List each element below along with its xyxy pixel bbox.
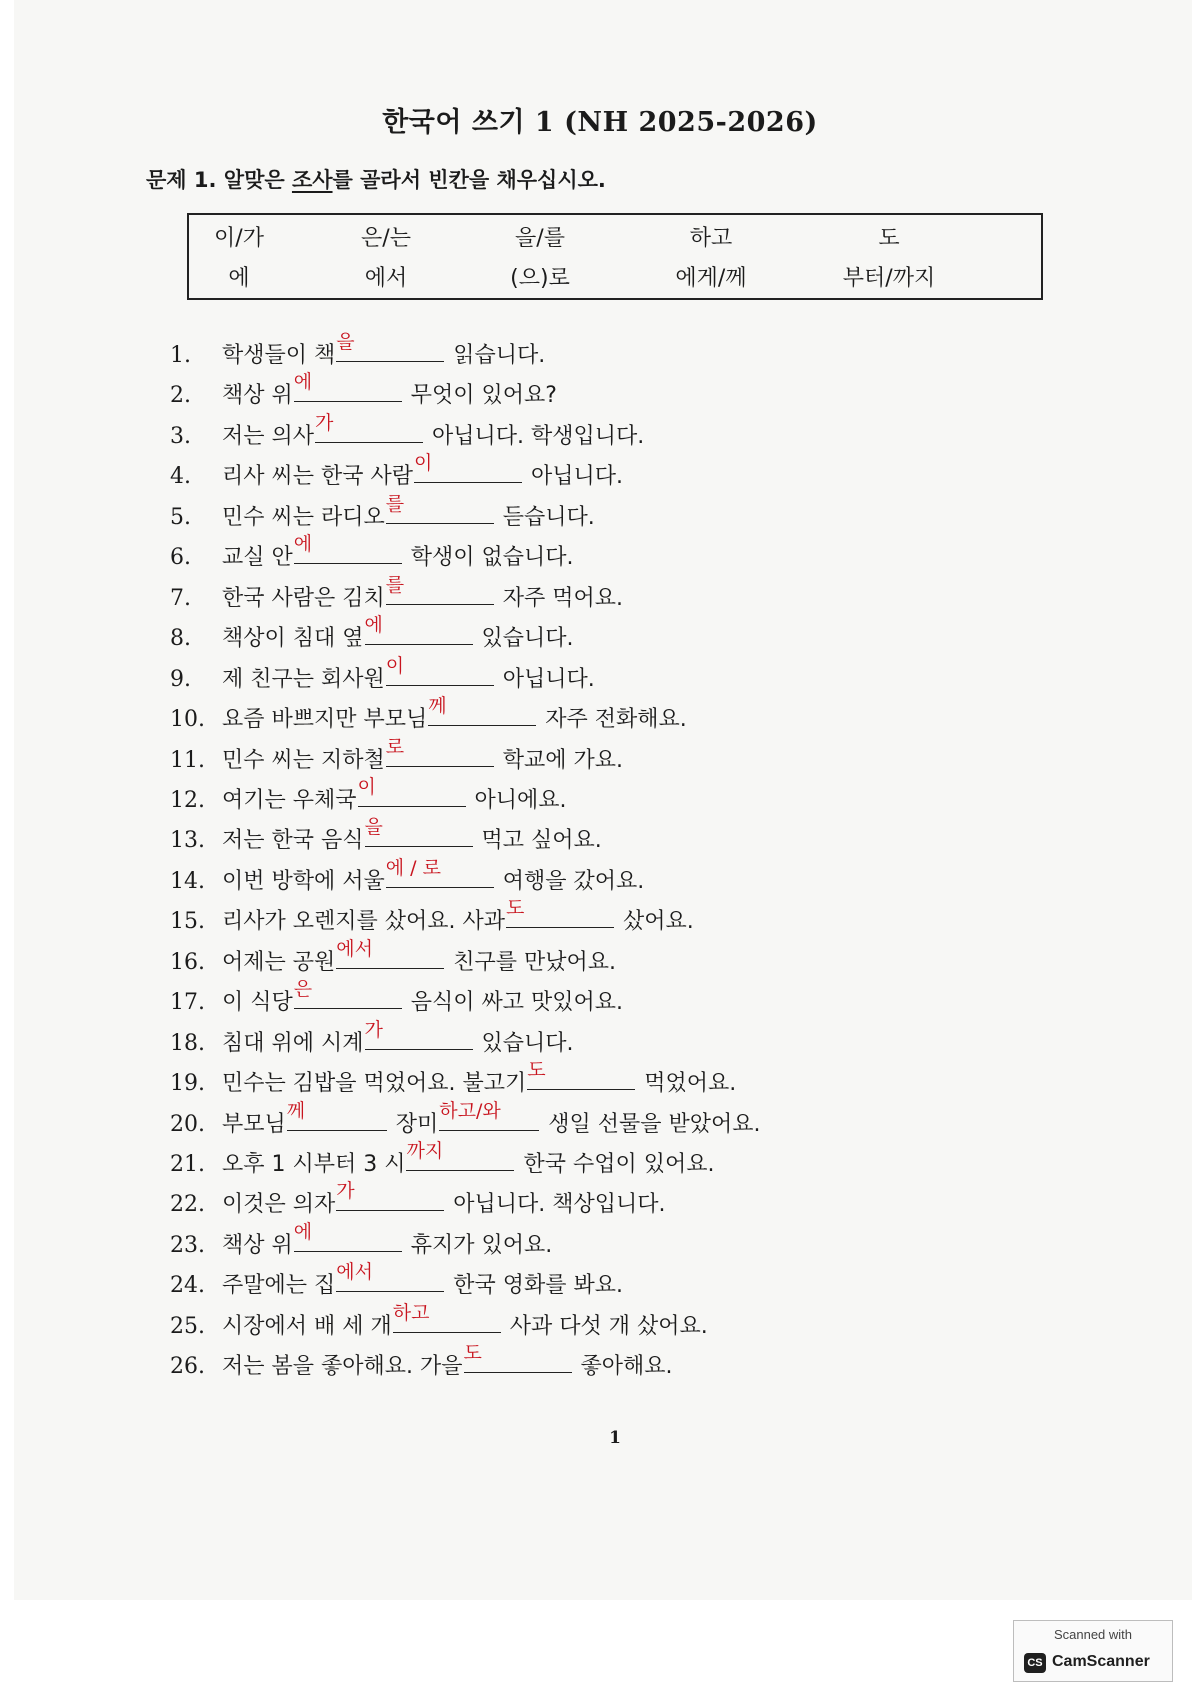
particle-option: 에 [228, 266, 250, 291]
handwritten-answer: 가 [336, 1180, 355, 1202]
handwritten-answer: 도 [527, 1059, 546, 1081]
question-text-before: 민수는 김밥을 먹었어요. 불고기 [222, 1071, 527, 1096]
answer-blank[interactable] [293, 978, 402, 1009]
question-text-before: 부모님 [222, 1112, 286, 1137]
question-text-before: 저는 의사 [222, 424, 315, 449]
instruction-suffix: 를 골라서 빈칸을 채우십시오. [332, 168, 606, 192]
question-number: 17. [170, 990, 205, 1015]
answer-blank[interactable] [506, 897, 614, 928]
question-text-after: 먹었어요. [644, 1071, 737, 1096]
question-text-after: 친구를 만났어요. [453, 950, 617, 975]
question-number: 10. [170, 707, 205, 732]
handwritten-answer: 가 [315, 412, 334, 434]
question-number: 14. [170, 869, 205, 894]
answer-blank[interactable] [385, 655, 494, 686]
question-text-after: 무엇이 있어요? [410, 383, 557, 408]
question-text-after: 사과 다섯 개 샀어요. [509, 1314, 708, 1339]
handwritten-answer: 를 [385, 493, 405, 515]
question-number: 15. [170, 909, 205, 934]
question-text-after: 여행을 갔어요. [502, 869, 645, 894]
handwritten-answer: 을 [364, 816, 383, 838]
handwritten-answer: 하고 [392, 1302, 430, 1324]
handwritten-answer: 로 [385, 736, 405, 758]
question-item [170, 1180, 666, 1222]
question-number: 6. [170, 545, 191, 570]
answer-blank[interactable] [293, 371, 402, 402]
answer-blank[interactable] [364, 614, 473, 645]
question-text-before: 책상이 침대 옆 [222, 626, 364, 651]
question-number: 24. [170, 1273, 205, 1298]
question-number: 18. [170, 1031, 205, 1056]
answer-blank[interactable] [428, 695, 536, 726]
answer-blank[interactable] [463, 1342, 572, 1373]
question-text-before: 책상 위 [222, 383, 293, 408]
particle-option: 부터/까지 [842, 266, 936, 291]
question-number: 2. [170, 383, 191, 408]
question-number: 26. [170, 1354, 205, 1379]
answer-blank[interactable] [336, 331, 444, 362]
scanner-caption: Scanned with [1053, 1627, 1133, 1642]
question-text-after: 아닙니다. 책상입니다. [453, 1192, 666, 1217]
handwritten-answer: 께 [286, 1100, 306, 1122]
question-item [170, 1342, 673, 1384]
camscanner-logo-icon: CS [1024, 1653, 1046, 1673]
handwritten-answer: 이 [414, 452, 433, 474]
question-number: 11. [170, 748, 205, 773]
camscanner-badge [1013, 1620, 1173, 1682]
answer-blank[interactable] [286, 1100, 387, 1131]
instruction [146, 164, 606, 194]
answer-blank[interactable] [336, 1261, 444, 1292]
instruction-underlined: 조사 [291, 168, 333, 192]
question-text-before: 한국 사람은 김치 [222, 586, 385, 611]
handwritten-answer: 하고/와 [439, 1100, 501, 1122]
answer-blank[interactable] [527, 1059, 635, 1090]
question-item [170, 857, 645, 899]
question-text-after: 한국 수업이 있어요. [523, 1152, 715, 1177]
handwritten-answer: 에 [293, 1221, 313, 1243]
handwritten-answer: 에서 [336, 1261, 373, 1283]
question-text-before: 민수 씨는 라디오 [222, 505, 385, 530]
particle-option: 하고 [689, 226, 733, 251]
handwritten-answer: 도 [506, 897, 525, 919]
question-number: 21. [170, 1152, 205, 1177]
question-text-before: 여기는 우체국 [222, 788, 357, 813]
question-text-before: 학생들이 책 [222, 343, 336, 368]
question-text-after: 한국 영화를 봐요. [453, 1273, 624, 1298]
question-text-before: 요즘 바쁘지만 부모님 [222, 707, 428, 732]
handwritten-answer: 에 / 로 [385, 857, 441, 879]
question-number: 9. [170, 667, 191, 692]
question-text-after: 아닙니다. [502, 667, 595, 692]
particle-option: 은/는 [361, 226, 411, 251]
question-text-before: 리사가 오렌지를 샀어요. 사과 [222, 909, 505, 934]
question-item [170, 655, 595, 697]
question-number: 16. [170, 950, 205, 975]
answer-blank[interactable] [357, 776, 466, 807]
question-text-after: 휴지가 있어요. [410, 1233, 553, 1258]
question-number: 22. [170, 1192, 205, 1217]
question-item [170, 1019, 574, 1061]
worksheet-title: 한국어 쓰기 1 (NH 2025-2026) [382, 107, 818, 138]
question-text-after: 아닙니다. 학생입니다. [432, 424, 645, 449]
handwritten-answer: 가 [364, 1019, 383, 1041]
answer-blank[interactable] [414, 452, 522, 483]
handwritten-answer: 에 [293, 533, 313, 555]
question-text-before: 저는 봄을 좋아해요. 가을 [222, 1354, 463, 1379]
question-item [170, 614, 574, 656]
handwritten-answer: 를 [385, 574, 405, 596]
question-item [170, 1302, 708, 1344]
answer-blank[interactable] [364, 1019, 473, 1050]
answer-blank[interactable] [385, 857, 494, 888]
question-item [170, 533, 574, 575]
handwritten-answer: 도 [463, 1342, 482, 1364]
question-number: 5. [170, 505, 191, 530]
question-text-after: 있습니다. [481, 626, 574, 651]
particle-option: 에게/께 [675, 266, 747, 291]
question-item [170, 331, 546, 373]
instruction-prefix: 문제 1. 알맞은 [146, 168, 292, 192]
question-text-before: 리사 씨는 한국 사람 [222, 464, 413, 489]
question-text-after: 생일 선물을 받았어요. [548, 1112, 761, 1137]
question-item [170, 371, 557, 413]
question-number: 20. [170, 1112, 205, 1137]
handwritten-answer: 이 [385, 655, 405, 677]
particle-option: (으)로 [510, 266, 570, 291]
page-number: 1 [609, 1428, 621, 1448]
question-text-after: 있습니다. [481, 1031, 574, 1056]
particle-option: 에서 [364, 266, 408, 291]
question-item [170, 574, 624, 616]
question-item [170, 897, 694, 939]
question-text-before: 책상 위 [222, 1233, 293, 1258]
question-text-before: 시장에서 배 세 개 [222, 1314, 392, 1339]
question-item [170, 978, 623, 1020]
question-number: 1. [170, 343, 191, 368]
answer-blank[interactable] [293, 533, 402, 564]
question-text-before: 침대 위에 시계 [222, 1031, 364, 1056]
question-number: 7. [170, 586, 191, 611]
particle-option: 을/를 [515, 226, 565, 251]
question-text-after: 아닙니다. [531, 464, 624, 489]
question-text-after: 듣습니다. [502, 505, 595, 530]
question-text-before: 교실 안 [222, 545, 293, 570]
answer-blank[interactable] [385, 574, 494, 605]
answer-blank[interactable] [439, 1100, 539, 1131]
question-item [170, 412, 645, 454]
handwritten-answer: 은 [293, 978, 313, 1000]
question-number: 3. [170, 424, 191, 449]
answer-blank[interactable] [315, 412, 423, 443]
question-text-after: 학교에 가요. [502, 748, 624, 773]
answer-blank[interactable] [406, 1140, 514, 1171]
question-text-before: 이 식당 [222, 990, 293, 1015]
question-number: 25. [170, 1314, 205, 1339]
question-text-after: 읽습니다. [453, 343, 546, 368]
question-text-before: 이것은 의자 [222, 1192, 336, 1217]
handwritten-answer: 께 [428, 695, 447, 717]
question-text-after: 샀어요. [623, 909, 694, 934]
question-text-after: 좋아해요. [580, 1354, 673, 1379]
answer-blank[interactable] [385, 493, 494, 524]
question-text-before: 오후 1 시부터 3 시 [222, 1152, 406, 1177]
answer-blank[interactable] [336, 1180, 444, 1211]
question-number: 13. [170, 828, 205, 853]
question-number: 8. [170, 626, 191, 651]
question-item [170, 493, 595, 535]
particle-option: 도 [878, 226, 900, 251]
question-text-before: 어제는 공원 [222, 950, 336, 975]
question-text-before: 저는 한국 음식 [222, 828, 364, 853]
question-text-before: 민수 씨는 지하철 [222, 748, 385, 773]
question-item [170, 938, 617, 980]
question-text-after: 아니에요. [474, 788, 567, 813]
handwritten-answer: 에서 [336, 938, 373, 960]
question-text-before: 제 친구는 회사원 [222, 667, 385, 692]
question-item [170, 736, 624, 778]
particle-box [187, 213, 1043, 300]
question-text-after: 학생이 없습니다. [410, 545, 574, 570]
question-text-before: 주말에는 집 [222, 1273, 336, 1298]
question-number: 4. [170, 464, 191, 489]
question-item [170, 695, 687, 737]
handwritten-answer: 에 [364, 614, 383, 636]
question-item [170, 1100, 761, 1142]
scanner-name: CamScanner [1052, 1653, 1150, 1670]
answer-blank[interactable] [385, 736, 494, 767]
handwritten-answer: 이 [357, 776, 376, 798]
particle-option: 이/가 [214, 226, 264, 251]
answer-blank[interactable] [392, 1302, 501, 1333]
question-item [170, 1140, 715, 1182]
answer-blank[interactable] [293, 1221, 402, 1252]
handwritten-answer: 에 [293, 371, 313, 393]
question-text-middle: 장미 [395, 1112, 439, 1137]
answer-blank[interactable] [336, 938, 444, 969]
handwritten-answer: 을 [336, 331, 355, 353]
question-number: 12. [170, 788, 205, 813]
question-text-after: 음식이 싸고 맛있어요. [410, 990, 623, 1015]
handwritten-answer: 까지 [406, 1140, 444, 1162]
answer-blank[interactable] [364, 816, 473, 847]
question-text-before: 이번 방학에 서울 [222, 869, 385, 894]
question-text-after: 자주 전화해요. [545, 707, 687, 732]
question-number: 19. [170, 1071, 205, 1096]
question-number: 23. [170, 1233, 205, 1258]
question-text-after: 먹고 싶어요. [481, 828, 602, 853]
question-text-after: 자주 먹어요. [502, 586, 624, 611]
